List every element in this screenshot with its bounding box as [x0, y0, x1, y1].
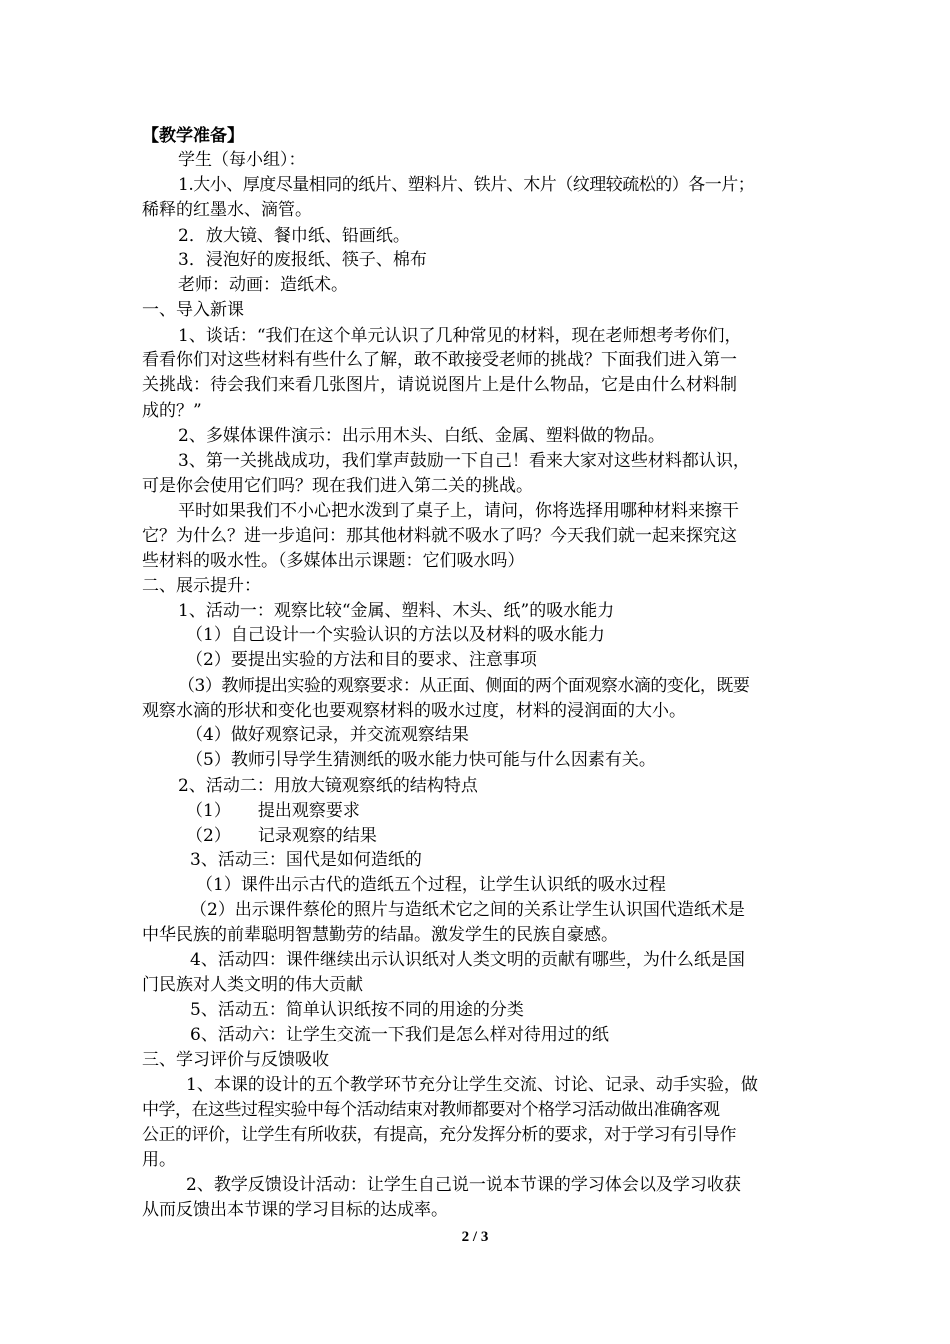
text-line: 三、学习评价与反馈吸收: [142, 1050, 329, 1070]
text-line: 3、活动三：国代是如何造纸的: [190, 850, 422, 870]
text-line: 5、活动五：简单认识纸按不同的用途的分类: [190, 1000, 524, 1020]
text-line: 3、第一关挑战成功，我们掌声鼓励一下自己！看来大家对这些材料都认识，: [178, 451, 750, 471]
text-line: 门民族对人类文明的伟大贡献: [142, 975, 363, 995]
text-line: （5）教师引导学生猜测纸的吸水能力快可能与什么因素有关。: [186, 750, 656, 770]
text-line: 中学，在这些过程实验中每个活动结束对教师都要对个格学习活动做出准确客观: [142, 1100, 720, 1120]
text-line: 稀释的红墨水、滴管。: [142, 200, 312, 220]
text-line: 公正的评价，让学生有所收获，有提高，充分发挥分析的要求，对于学习有引导作: [142, 1125, 736, 1145]
text-line: 6、活动六：让学生交流一下我们是怎么样对待用过的纸: [190, 1025, 609, 1045]
text-line: 平时如果我们不小心把水泼到了桌子上，请问，你将选择用哪种材料来擦干: [178, 501, 739, 521]
text-line: （2）出示课件蔡伦的照片与造纸术它之间的关系让学生认识国代造纸术是: [190, 900, 745, 920]
text-line: （2）要提出实验的方法和目的要求、注意事项: [186, 650, 537, 670]
text-line: 3．浸泡好的废报纸、筷子、棉布: [178, 250, 427, 270]
text-line: 4、活动四：课件继续出示认识纸对人类文明的贡献有哪些，为什么纸是国: [190, 950, 745, 970]
text-line: 1、活动一：观察比较“金属、塑料、木头、纸”的吸水能力: [178, 601, 615, 621]
text-line: 中华民族的前辈聪明智慧勤劳的结晶。激发学生的民族自豪感。: [142, 925, 618, 945]
text-line: 1、谈话：“我们在这个单元认识了几种常见的材料，现在老师想考考你们，: [178, 326, 742, 346]
text-line: 1.大小、厚度尽量相同的纸片、塑料片、铁片、木片（纹理较疏松的）各一片；: [178, 175, 755, 195]
page-number: 2 / 3: [461, 1229, 489, 1245]
text-line: 老师：动画：造纸术。: [178, 275, 348, 295]
text-line: 从而反馈出本节课的学习目标的达成率。: [142, 1200, 448, 1220]
text-line: （4）做好观察记录，并交流观察结果: [186, 725, 469, 745]
text-line: 可是你会使用它们吗？现在我们进入第二关的挑战。: [142, 476, 533, 496]
text-line: 些材料的吸水性。（多媒体出示课题：它们吸水吗）: [142, 551, 525, 571]
text-line: 成的？”: [142, 401, 202, 421]
text-line: 关挑战：待会我们来看几张图片，请说说图片上是什么物品，它是由什么材料制: [142, 375, 737, 395]
text-line: 一、导入新课: [142, 300, 244, 320]
text-line: 1、本课的设计的五个教学环节充分让学生交流、讨论、记录、动手实验，做: [186, 1075, 758, 1095]
text-line: 2、多媒体课件演示：出示用木头、白纸、金属、塑料做的物品。: [178, 426, 665, 446]
text-line: 2．放大镜、餐巾纸、铅画纸。: [178, 226, 410, 246]
text-line: 看看你们对这些材料有些什么了解，敢不敢接受老师的挑战？下面我们进入第一: [142, 350, 737, 370]
text-line: 二、展示提升：: [142, 576, 261, 596]
text-line: 它？为什么？进一步追问：那其他材料就不吸水了吗？今天我们就一起来探究这: [142, 526, 737, 546]
text-line: 观察水滴的形状和变化也要观察材料的吸水过度，材料的浸润面的大小。: [142, 701, 686, 721]
text-line: 学生（每小组）：: [178, 150, 306, 170]
section-heading: 【教学准备】: [142, 126, 244, 146]
text-line: （1）课件出示古代的造纸五个过程，让学生认识纸的吸水过程: [196, 875, 666, 895]
text-line: 2、教学反馈设计活动：让学生自己说一说本节课的学习体会以及学习收获: [186, 1175, 741, 1195]
text-line: 用。: [142, 1150, 176, 1170]
text-line: 2、活动二：用放大镜观察纸的结构特点: [178, 776, 478, 796]
text-line: （1） 提出观察要求: [186, 801, 360, 821]
text-line: （2） 记录观察的结果: [186, 826, 377, 846]
text-line: （3）教师提出实验的观察要求：从正面、侧面的两个面观察水滴的变化，既要: [178, 676, 750, 696]
text-line: （1）自己设计一个实验认识的方法以及材料的吸水能力: [186, 625, 605, 645]
